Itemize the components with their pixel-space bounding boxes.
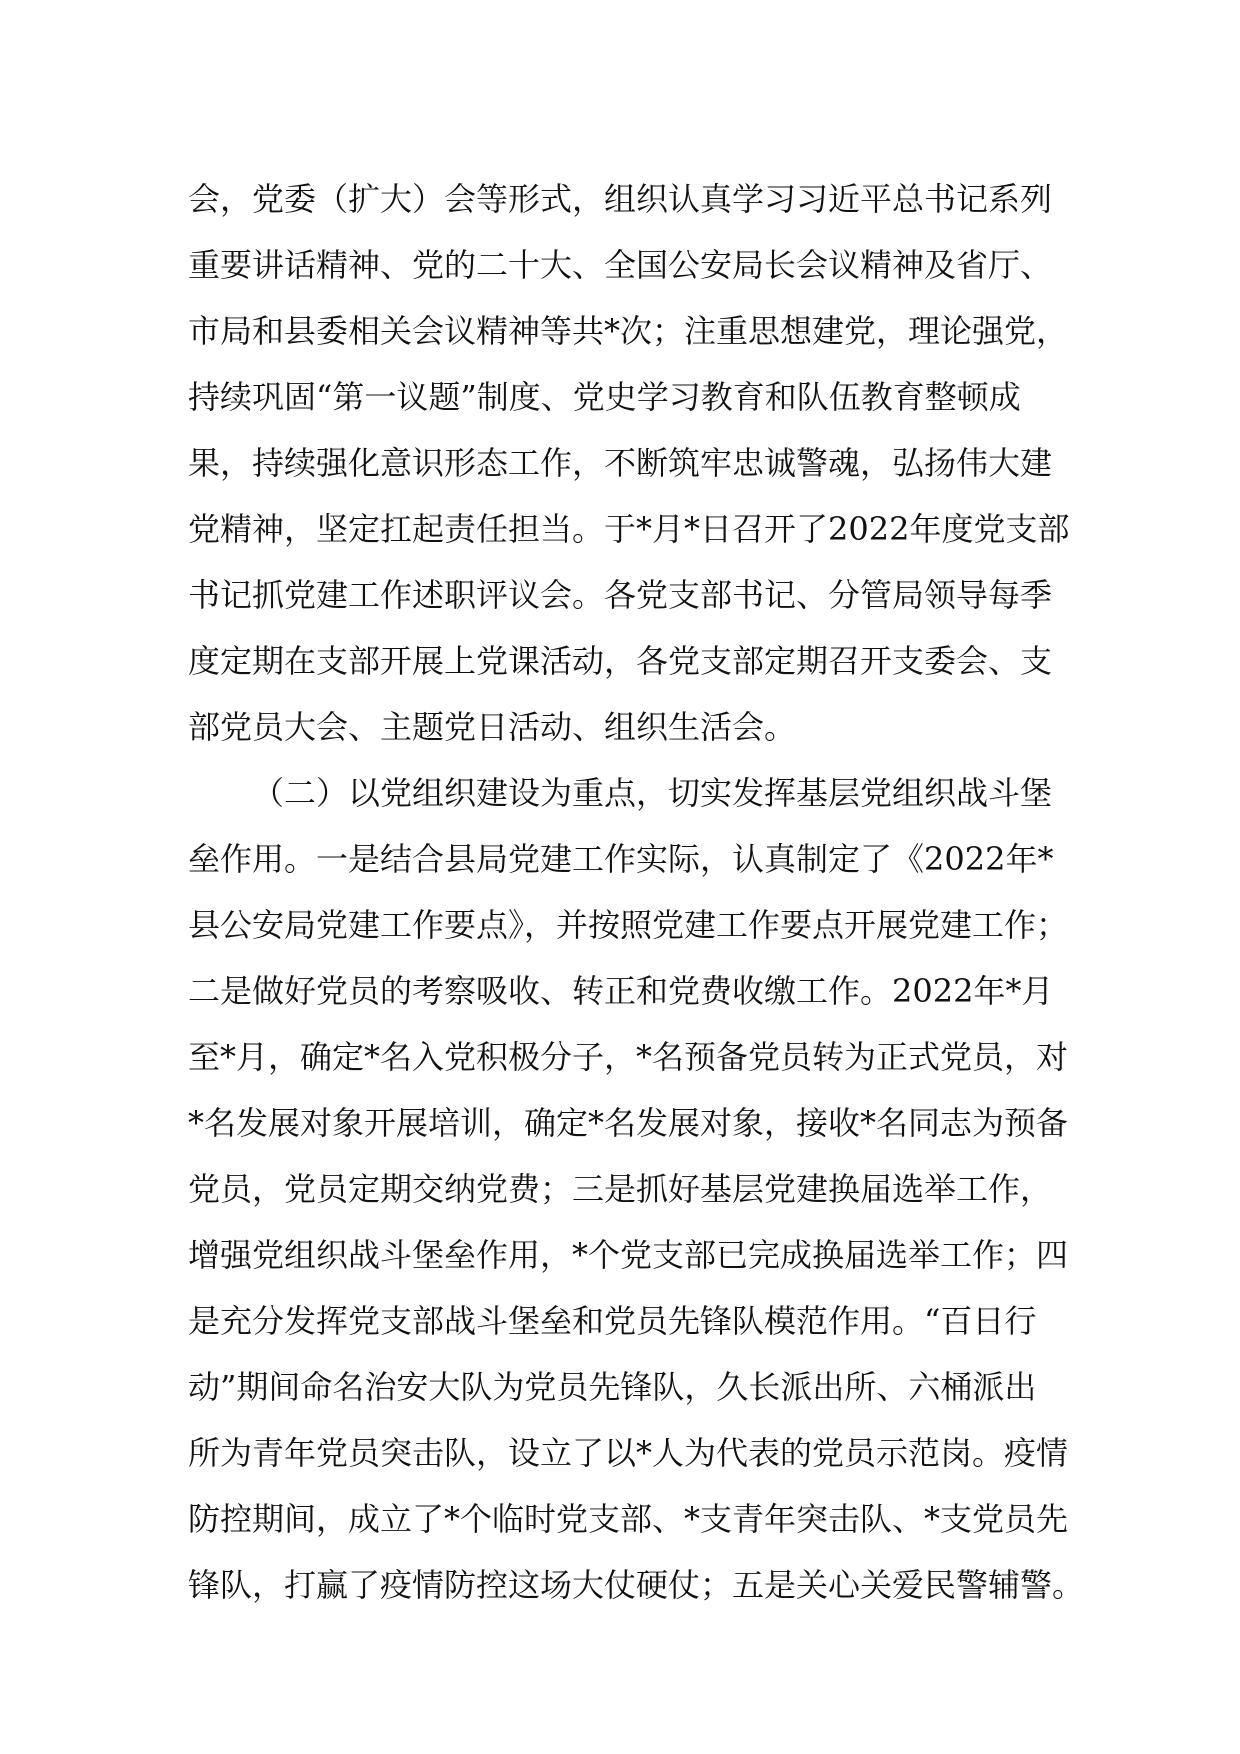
- paragraph-party-study: [188, 166, 1088, 760]
- text-line: 会，党委（扩大）会等形式，组织认真学习习近平总书记系列: [188, 180, 1053, 218]
- text-line: 党员，党员定期交纳党费；三是抓好基层党建换届选举工作，: [188, 1170, 1053, 1208]
- text-line: 果，持续强化意识形态工作，不断筑牢忠诚警魂，弘扬伟大建: [188, 444, 1053, 482]
- text-line: 所为青年党员突击队，设立了以*人为代表的党员示范岗。疫情: [188, 1434, 1069, 1472]
- text-line: 市局和县委相关会议精神等共*次；注重思想建党，理论强党，: [188, 312, 1069, 350]
- text-line: 增强党组织战斗堡垒作用，*个党支部已完成换届选举工作；四: [188, 1236, 1069, 1274]
- text-line: 县公安局党建工作要点》，并按照党建工作要点开展党建工作；: [188, 906, 1069, 944]
- text-line: 书记抓党建工作述职评议会。各党支部书记、分管局领导每季: [188, 576, 1053, 614]
- text-line: 二是做好党员的考察吸收、转正和党费收缴工作。2022年*月: [188, 972, 1054, 1010]
- text-line: 持续巩固“第一议题”制度、党史学习教育和队伍教育整顿成: [188, 378, 1021, 416]
- text-line: 重要讲话精神、党的二十大、全国公安局长会议精神及省厅、: [188, 246, 1053, 284]
- body-text: [188, 166, 1088, 1618]
- section-heading-line: （二）以党组织建设为重点，切实发挥基层党组织战斗堡: [252, 774, 1053, 812]
- text-line: 度定期在支部开展上党课活动，各党支部定期召开支委会、支: [188, 642, 1053, 680]
- text-line: 锋队，打赢了疫情防控这场大仗硬仗；五是关心关爱民警辅警。: [188, 1566, 1085, 1604]
- text-line: 党精神，坚定扛起责任担当。于*月*日召开了2022年度党支部: [188, 510, 1070, 548]
- text-line: 是充分发挥党支部战斗堡垒和党员先锋队模范作用。“百日行: [188, 1302, 1037, 1340]
- text-line: 动”期间命名治安大队为党员先锋队，久长派出所、六桶派出: [188, 1368, 1037, 1406]
- text-line: 部党员大会、主题党日活动、组织生活会。: [188, 708, 797, 746]
- text-line: 垒作用。一是结合县局党建工作实际，认真制定了《2022年*: [188, 840, 1054, 878]
- text-line: 防控期间，成立了*个临时党支部、*支青年突击队、*支党员先: [188, 1500, 1069, 1538]
- paragraph-organization-building: [188, 760, 1088, 1618]
- text-line: *名发展对象开展培训，确定*名发展对象，接收*名同志为预备: [188, 1104, 1069, 1142]
- text-line: 至*月，确定*名入党积极分子，*名预备党员转为正式党员，对: [188, 1038, 1069, 1076]
